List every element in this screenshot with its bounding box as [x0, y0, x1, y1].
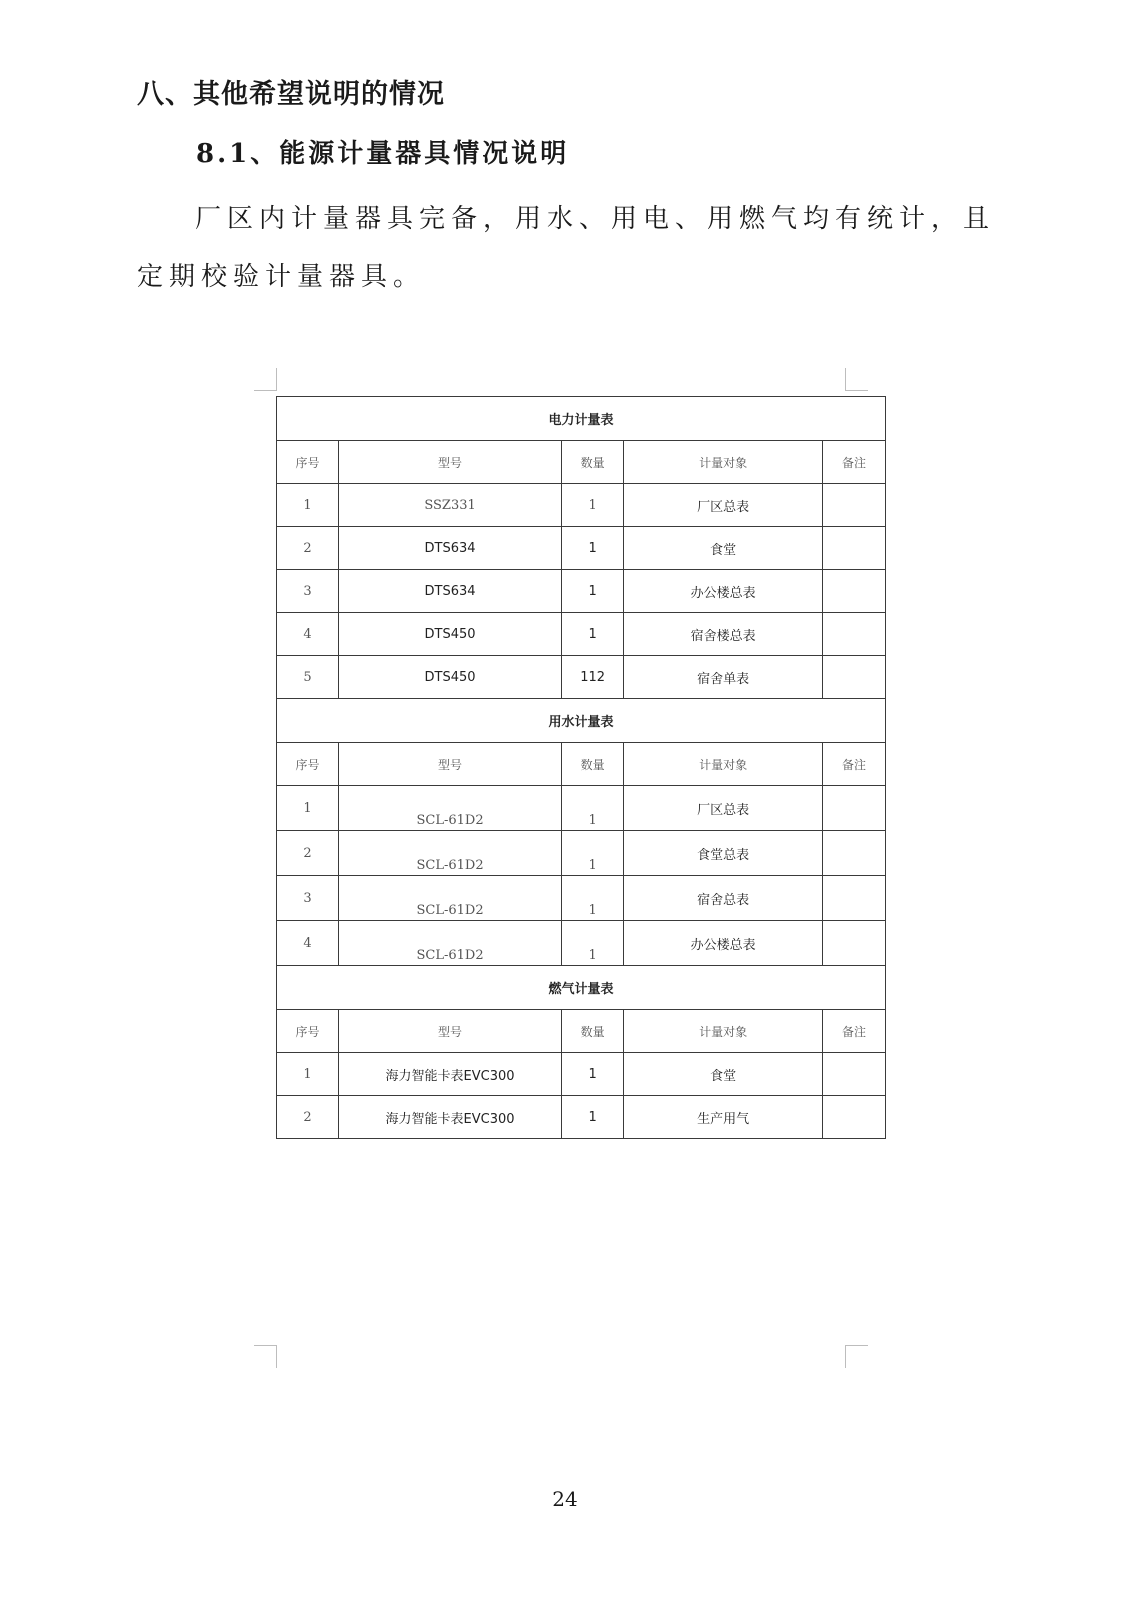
- cell-note: [823, 484, 886, 527]
- table-section-title-row: [277, 966, 886, 1010]
- cell-qty: 1: [562, 1053, 624, 1096]
- column-header-no: 序号: [277, 1010, 339, 1053]
- column-header-target: 计量对象: [624, 1010, 823, 1053]
- cell-model: DTS634: [338, 527, 561, 570]
- cell-target: 厂区总表: [624, 484, 823, 527]
- cell-no: 2: [277, 831, 339, 876]
- cell-qty: 1: [562, 831, 624, 876]
- cell-qty: 1: [562, 570, 624, 613]
- cell-no: 4: [277, 613, 339, 656]
- column-header-no: 序号: [277, 441, 339, 484]
- gas-table-title: 燃气计量表: [277, 966, 886, 1010]
- cell-target: 食堂: [624, 527, 823, 570]
- cell-note: [823, 527, 886, 570]
- cell-no: 5: [277, 656, 339, 699]
- column-header-target: 计量对象: [624, 441, 823, 484]
- cell-note: [823, 656, 886, 699]
- cell-qty: 1: [562, 613, 624, 656]
- section-heading: 八、其他希望说明的情况: [137, 79, 445, 110]
- table-row: [277, 1053, 886, 1096]
- column-header-qty: 数量: [562, 1010, 624, 1053]
- table-row: [277, 921, 886, 966]
- subsection-heading: 8.1、能源计量器具情况说明: [196, 139, 570, 169]
- cell-note: [823, 570, 886, 613]
- cell-target: 食堂: [624, 1053, 823, 1096]
- table-section-title-row: [277, 699, 886, 743]
- cell-model: 海力智能卡表EVC300: [338, 1096, 561, 1139]
- cell-qty: 1: [562, 876, 624, 921]
- cell-no: 1: [277, 484, 339, 527]
- cell-note: [823, 1053, 886, 1096]
- cell-note: [823, 831, 886, 876]
- column-header-note: 备注: [823, 1010, 886, 1053]
- water-table-title: 用水计量表: [277, 699, 886, 743]
- crop-mark-bottom-left: [254, 1345, 277, 1368]
- cell-note: [823, 786, 886, 831]
- cell-qty: 1: [562, 527, 624, 570]
- table-row: [277, 876, 886, 921]
- cell-model: DTS634: [338, 570, 561, 613]
- table-header-row: [277, 743, 886, 786]
- cell-model: SCL-61D2: [338, 831, 561, 876]
- cell-no: 2: [277, 1096, 339, 1139]
- cell-model: SSZ331: [338, 484, 561, 527]
- column-header-note: 备注: [823, 441, 886, 484]
- column-header-target: 计量对象: [624, 743, 823, 786]
- column-header-model: 型号: [338, 743, 561, 786]
- metering-table: [276, 396, 886, 1139]
- cell-note: [823, 613, 886, 656]
- cell-target: 宿舍总表: [624, 876, 823, 921]
- cell-qty: 1: [562, 786, 624, 831]
- cell-note: [823, 1096, 886, 1139]
- cell-qty: 1: [562, 1096, 624, 1139]
- cell-qty: 112: [562, 656, 624, 699]
- cell-target: 宿舍楼总表: [624, 613, 823, 656]
- cell-model: SCL-61D2: [338, 921, 561, 966]
- table-row: [277, 527, 886, 570]
- cell-target: 生产用气: [624, 1096, 823, 1139]
- column-header-note: 备注: [823, 743, 886, 786]
- cell-model: DTS450: [338, 656, 561, 699]
- table-row: [277, 656, 886, 699]
- cell-model: DTS450: [338, 613, 561, 656]
- cell-note: [823, 921, 886, 966]
- table-section-title-row: [277, 397, 886, 441]
- cell-no: 1: [277, 786, 339, 831]
- cell-target: 宿舍单表: [624, 656, 823, 699]
- cell-model: 海力智能卡表EVC300: [338, 1053, 561, 1096]
- cell-qty: 1: [562, 484, 624, 527]
- table-row: [277, 786, 886, 831]
- table-row: [277, 570, 886, 613]
- body-paragraph: 厂区内计量器具完备，用水、用电、用燃气均有统计，且定期校验计量器具。: [137, 204, 996, 292]
- column-header-qty: 数量: [562, 743, 624, 786]
- crop-mark-bottom-right: [845, 1345, 868, 1368]
- crop-mark-top-left: [254, 368, 277, 391]
- page-number: 24: [552, 1487, 578, 1511]
- cell-note: [823, 876, 886, 921]
- column-header-model: 型号: [338, 441, 561, 484]
- table-row: [277, 831, 886, 876]
- electric-table-title: 电力计量表: [277, 397, 886, 441]
- cell-qty: 1: [562, 921, 624, 966]
- table-header-row: [277, 1010, 886, 1053]
- cell-no: 2: [277, 527, 339, 570]
- cell-model: SCL-61D2: [338, 876, 561, 921]
- cell-target: 食堂总表: [624, 831, 823, 876]
- table-row: [277, 484, 886, 527]
- cell-model: SCL-61D2: [338, 786, 561, 831]
- cell-no: 3: [277, 876, 339, 921]
- column-header-model: 型号: [338, 1010, 561, 1053]
- cell-no: 3: [277, 570, 339, 613]
- cell-no: 1: [277, 1053, 339, 1096]
- cell-target: 厂区总表: [624, 786, 823, 831]
- table-row: [277, 1096, 886, 1139]
- crop-mark-top-right: [845, 368, 868, 391]
- column-header-no: 序号: [277, 743, 339, 786]
- cell-target: 办公楼总表: [624, 570, 823, 613]
- column-header-qty: 数量: [562, 441, 624, 484]
- table-row: [277, 613, 886, 656]
- table-header-row: [277, 441, 886, 484]
- cell-no: 4: [277, 921, 339, 966]
- cell-target: 办公楼总表: [624, 921, 823, 966]
